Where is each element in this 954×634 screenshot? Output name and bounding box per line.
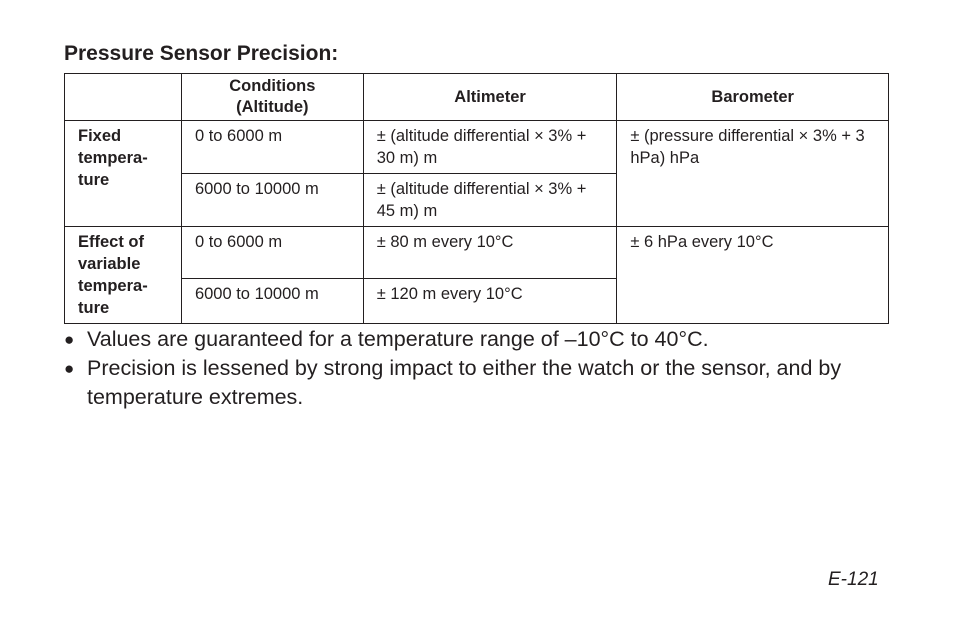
notes-list (64, 325, 884, 412)
barometer-cell: ± (pressure differential × 3% + 3 hPa) hPa (617, 121, 889, 227)
header-altimeter: Altimeter (363, 74, 617, 121)
bullet-icon: ● (64, 330, 75, 349)
condition-cell: 0 to 6000 m (181, 227, 363, 279)
list-item (64, 354, 884, 412)
list-item (64, 325, 884, 354)
altimeter-cell: ± 120 m every 10°C (363, 278, 617, 323)
barometer-cell: ± 6 hPa every 10°C (617, 227, 889, 324)
altimeter-cell: ± 80 m every 10°C (363, 227, 617, 279)
condition-cell: 0 to 6000 m (181, 121, 363, 174)
altimeter-cell: ± (altitude differential × 3% + 45 m) m (363, 174, 617, 227)
table-row (65, 121, 889, 174)
pressure-precision-table (64, 73, 889, 324)
note-text: Precision is lessened by strong impact to either the watch or the sensor, and by temperature extremes. (87, 356, 842, 409)
header-empty-cell (65, 74, 182, 121)
page-number: E-121 (828, 569, 879, 590)
header-conditions-text: Conditions (Altitude) (229, 77, 316, 116)
row-group-label-variable: Effect of variable tempera- ture (65, 227, 182, 324)
condition-cell: 6000 to 10000 m (181, 278, 363, 323)
condition-cell: 6000 to 10000 m (181, 174, 363, 227)
header-conditions (181, 74, 363, 121)
row-group-label-fixed: Fixed tempera- ture (65, 121, 182, 227)
page-heading: Pressure Sensor Precision: (64, 42, 339, 65)
bullet-icon: ● (64, 359, 75, 378)
header-barometer: Barometer (617, 74, 889, 121)
table-row (65, 227, 889, 279)
note-text: Values are guaranteed for a temperature range of –10°C to 40°C. (87, 327, 709, 351)
table-header-row (65, 74, 889, 121)
altimeter-cell: ± (altitude differential × 3% + 30 m) m (363, 121, 617, 174)
